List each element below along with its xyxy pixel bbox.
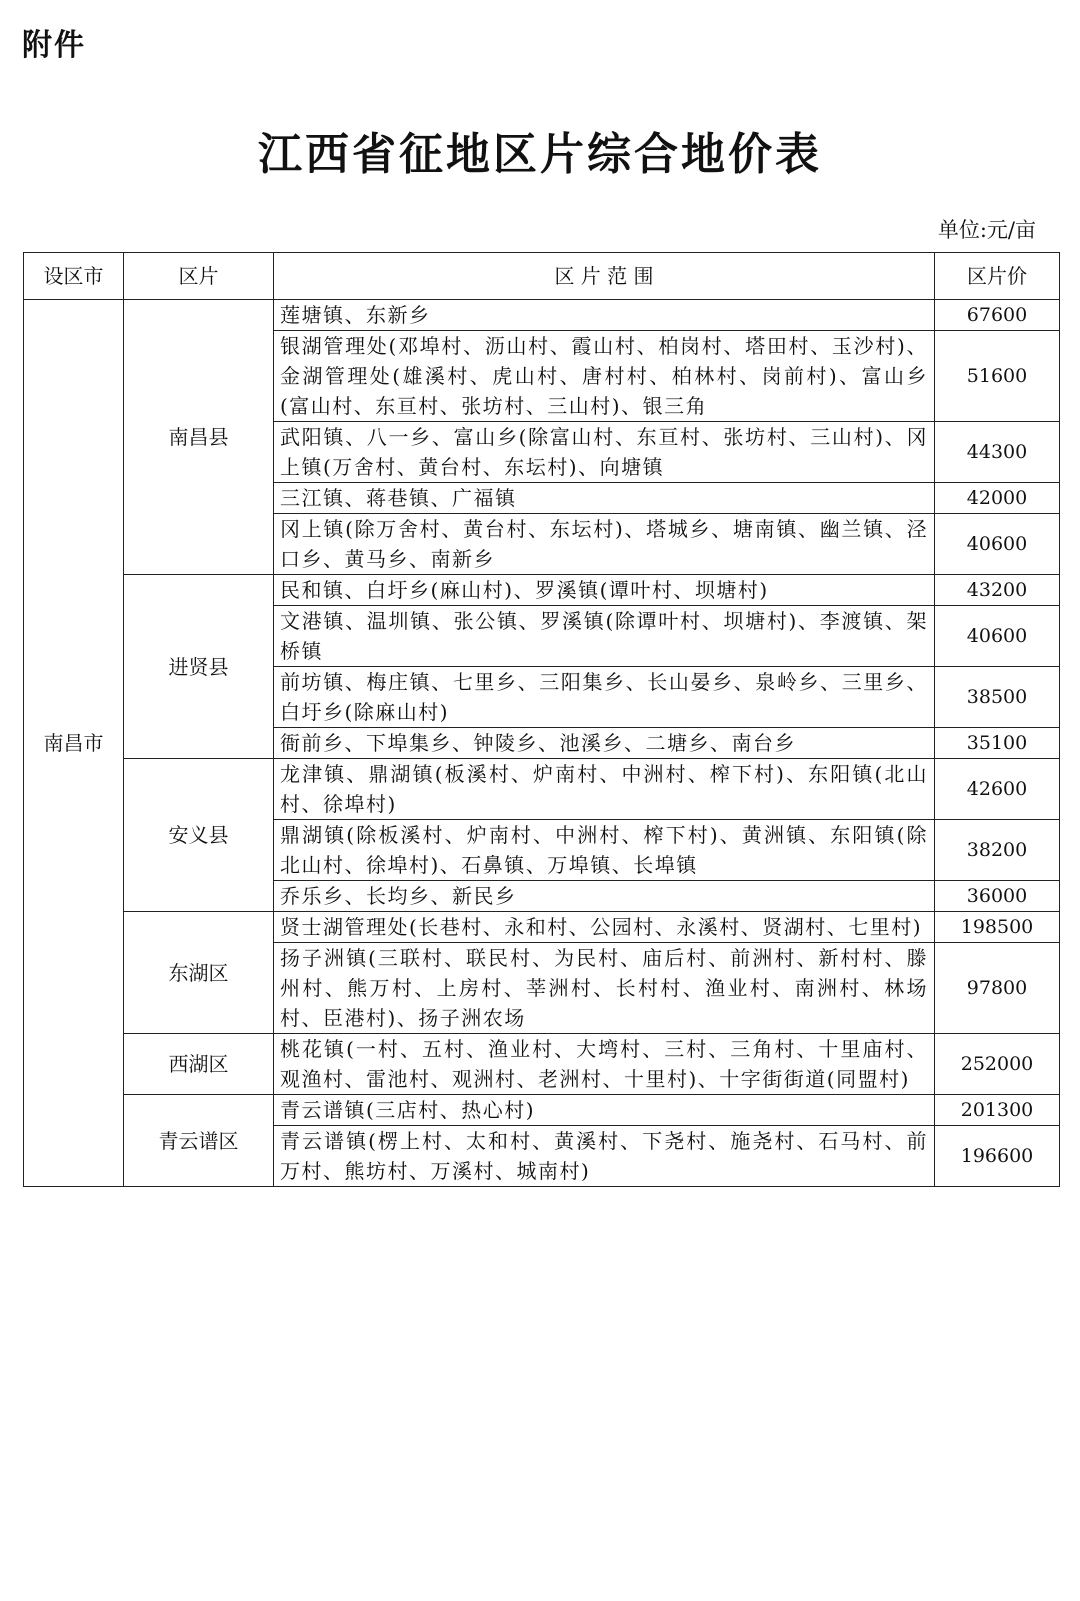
range-cell: 龙津镇、鼎湖镇(板溪村、炉南村、中洲村、榨下村)、东阳镇(北山村、徐埠村) [274,759,935,820]
price-cell: 38200 [935,820,1060,881]
unit-label: 单位:元/亩 [937,218,1036,242]
price-cell: 36000 [935,881,1060,912]
table-row [24,912,1060,943]
price-cell: 97800 [935,943,1060,1034]
page-title: 江西省征地区片综合地价表 [258,129,822,180]
price-cell: 42000 [935,483,1060,514]
price-cell: 43200 [935,575,1060,606]
district-cell: 进贤县 [124,575,274,759]
price-cell: 252000 [935,1034,1060,1095]
district-cell: 安义县 [124,759,274,912]
range-cell: 乔乐乡、长均乡、新民乡 [274,881,935,912]
price-cell: 51600 [935,331,1060,422]
header-district: 区片 [124,253,274,300]
district-cell: 东湖区 [124,912,274,1034]
range-cell: 三江镇、蒋巷镇、广福镇 [274,483,935,514]
range-cell: 武阳镇、八一乡、富山乡(除富山村、东亘村、张坊村、三山村)、冈上镇(万舍村、黄台村、东坛村)、向塘镇 [274,422,935,483]
range-cell: 冈上镇(除万舍村、黄台村、东坛村)、塔城乡、塘南镇、幽兰镇、泾口乡、黄马乡、南新乡 [274,514,935,575]
table-row [24,759,1060,820]
range-cell: 文港镇、温圳镇、张公镇、罗溪镇(除谭叶村、坝塘村)、李渡镇、架桥镇 [274,606,935,667]
price-cell: 67600 [935,300,1060,331]
range-cell: 民和镇、白圩乡(麻山村)、罗溪镇(谭叶村、坝塘村) [274,575,935,606]
table-row [24,300,1060,331]
range-cell: 贤士湖管理处(长巷村、永和村、公园村、永溪村、贤湖村、七里村) [274,912,935,943]
range-cell: 扬子洲镇(三联村、联民村、为民村、庙后村、前洲村、新村村、滕州村、熊万村、上房村、莘洲村、长村村、渔业村、南洲村、林场村、臣港村)、扬子洲农场 [274,943,935,1034]
range-cell: 青云谱镇(三店村、热心村) [274,1095,935,1126]
city-cell: 南昌市 [24,300,124,1187]
header-range: 区 片 范 围 [274,253,935,300]
range-cell: 青云谱镇(楞上村、太和村、黄溪村、下尧村、施尧村、石马村、前万村、熊坊村、万溪村、城南村) [274,1126,935,1187]
header-city: 设区市 [24,253,124,300]
table-row [24,575,1060,606]
land-price-table [23,252,1060,1187]
range-cell: 银湖管理处(邓埠村、沥山村、霞山村、柏岗村、塔田村、玉沙村)、金湖管理处(雄溪村、虎山村、唐村村、柏林村、岗前村)、富山乡(富山村、东亘村、张坊村、三山村)、银三角 [274,331,935,422]
range-cell: 莲塘镇、东新乡 [274,300,935,331]
range-cell: 鼎湖镇(除板溪村、炉南村、中洲村、榨下村)、黄洲镇、东阳镇(除北山村、徐埠村)、石鼻镇、万埠镇、长埠镇 [274,820,935,881]
price-cell: 38500 [935,667,1060,728]
district-cell: 南昌县 [124,300,274,575]
price-cell: 40600 [935,514,1060,575]
district-cell: 青云谱区 [124,1095,274,1187]
price-cell: 201300 [935,1095,1060,1126]
table-body [24,300,1060,1187]
district-cell: 西湖区 [124,1034,274,1095]
table-row [24,1095,1060,1126]
table-row [24,1034,1060,1095]
price-cell: 40600 [935,606,1060,667]
range-cell: 前坊镇、梅庄镇、七里乡、三阳集乡、长山晏乡、泉岭乡、三里乡、白圩乡(除麻山村) [274,667,935,728]
price-cell: 35100 [935,728,1060,759]
price-cell: 42600 [935,759,1060,820]
price-cell: 44300 [935,422,1060,483]
price-cell: 198500 [935,912,1060,943]
header-price: 区片价 [935,253,1060,300]
price-cell: 196600 [935,1126,1060,1187]
table-header-row [24,253,1060,300]
range-cell: 桃花镇(一村、五村、渔业村、大塆村、三村、三角村、十里庙村、观渔村、雷池村、观洲村、老洲村、十里村)、十字街街道(同盟村) [274,1034,935,1095]
range-cell: 衙前乡、下埠集乡、钟陵乡、池溪乡、二塘乡、南台乡 [274,728,935,759]
attachment-label: 附件 [22,28,86,63]
